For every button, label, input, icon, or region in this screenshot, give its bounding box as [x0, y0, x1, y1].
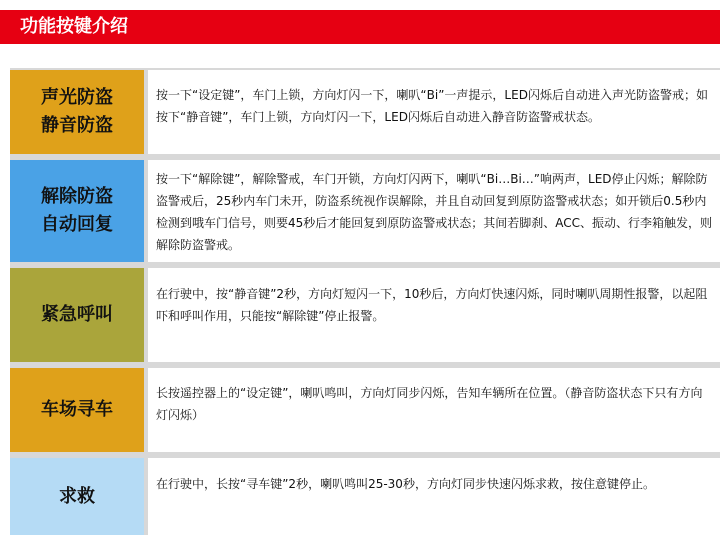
table-row — [10, 160, 720, 262]
table-row — [10, 268, 720, 362]
row-label-line: 求救 — [59, 485, 95, 507]
row-label-line: 车场寻车 — [41, 399, 113, 420]
row-label-line: 静音防盗 — [41, 115, 113, 136]
row-label — [10, 70, 144, 154]
row-description — [148, 368, 720, 452]
row-label-line: 自动回复 — [41, 214, 113, 235]
row-label — [10, 368, 144, 452]
row-description-text: 按一下“解除键”，解除警戒，车门开锁，方向灯闪两下，喇叭“Bi…Bi…”响两声，LED停止闪烁；解除防盗警戒后，25秒内车门未开，防盗系统视作误解除，并且自动回复到原防盗警戒状态；如开锁后0.5秒内检测到哦车门信号，则要45秒后才能回复到原防盗警戒状态；其间若脚刹、ACC、振动、行李箱触发，则解除防盗警戒。 — [156, 172, 713, 252]
row-label-line: 声光防盗 — [41, 87, 113, 108]
row-label — [10, 458, 144, 535]
row-description-text: 在行驶中，长按“寻车键”2秒，喇叭鸣叫25-30秒，方向灯同步快速闪烁求救，按住意键停止。 — [156, 477, 655, 491]
table-row — [10, 70, 720, 154]
table-row — [10, 458, 720, 535]
function-key-table — [10, 68, 720, 535]
row-description — [148, 458, 720, 535]
row-description-text: 长按遥控器上的“设定键”，喇叭鸣叫，方向灯同步闪烁，告知车辆所在位置。（静音防盗状态下只有方向灯闪烁） — [156, 386, 703, 422]
row-description — [148, 268, 720, 362]
header-bar — [0, 10, 720, 44]
table-row — [10, 368, 720, 452]
row-label — [10, 268, 144, 362]
row-description — [148, 70, 720, 154]
row-label — [10, 160, 144, 262]
row-description-text: 在行驶中，按“静音键”2秒，方向灯短闪一下，10秒后，方向灯快速闪烁，同时喇叭周期性报警，以起阻吓和呼叫作用，只能按“解除键”停止报警。 — [156, 287, 708, 323]
page-title: 功能按键介绍 — [20, 16, 128, 37]
row-description-text: 按一下“设定键”，车门上锁，方向灯闪一下，喇叭“Bi”一声提示，LED闪烁后自动进入声光防盗警戒；如按下“静音键”，车门上锁，方向灯闪一下，LED闪烁后自动进入静音防盗警戒状态。 — [156, 88, 708, 124]
row-description — [148, 160, 720, 262]
row-label-line: 紧急呼叫 — [41, 304, 113, 325]
row-label-line: 解除防盗 — [41, 186, 113, 207]
